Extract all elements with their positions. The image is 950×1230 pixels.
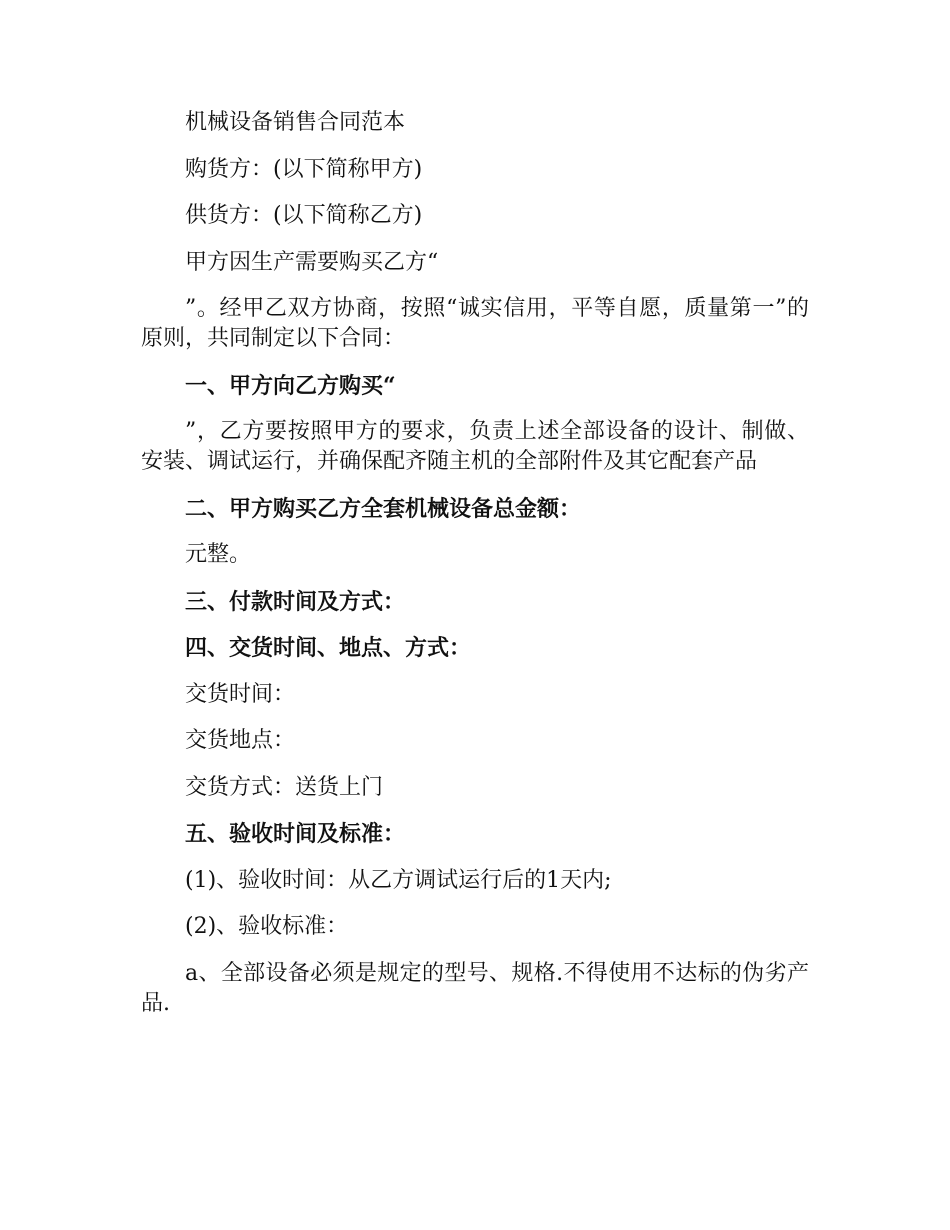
delivery-time-line: 交货时间： xyxy=(185,681,296,707)
document-body xyxy=(141,108,809,1035)
section-1-heading: 一、甲方向乙方购买“ xyxy=(185,372,396,399)
section-4-heading: 四、交货时间、地点、方式： xyxy=(185,635,472,661)
acceptance-standard-line: (2)、验收标准： xyxy=(185,914,349,939)
intro-paragraph-2: ”。经甲乙双方协商，按照“诚实信用，平等自愿，质量第一”的原则，共同制定以下合同： xyxy=(141,296,809,351)
delivery-method-line: 交货方式：送货上门 xyxy=(185,774,384,800)
section-2-body: 元整。 xyxy=(185,542,252,567)
delivery-place-line: 交货地点： xyxy=(185,728,296,753)
section-3-heading: 三、付款时间及方式： xyxy=(185,588,406,615)
clause-a-paragraph: a、全部设备必须是规定的型号、规格.不得使用不达标的伪劣产品. xyxy=(141,960,809,1016)
section-5-heading: 五、验收时间及标准： xyxy=(185,821,406,847)
acceptance-time-line: (1)、验收时间：从乙方调试运行后的1天内; xyxy=(185,867,612,893)
seller-line: 供货方：(以下简称乙方) xyxy=(185,203,423,228)
intro-paragraph-1: 甲方因生产需要购买乙方“ xyxy=(185,249,439,275)
section-2-heading: 二、甲方购买乙方全套机械设备总金额： xyxy=(185,495,582,522)
buyer-line: 购货方：(以下简称甲方) xyxy=(185,156,423,182)
section-1-body: ”，乙方要按照甲方的要求，负责上述全部设备的设计、制做、安装、调试运行，并确保配齐随主机的全部附件及其它配套产品 xyxy=(141,419,809,474)
document-title: 机械设备销售合同范本 xyxy=(185,110,406,135)
